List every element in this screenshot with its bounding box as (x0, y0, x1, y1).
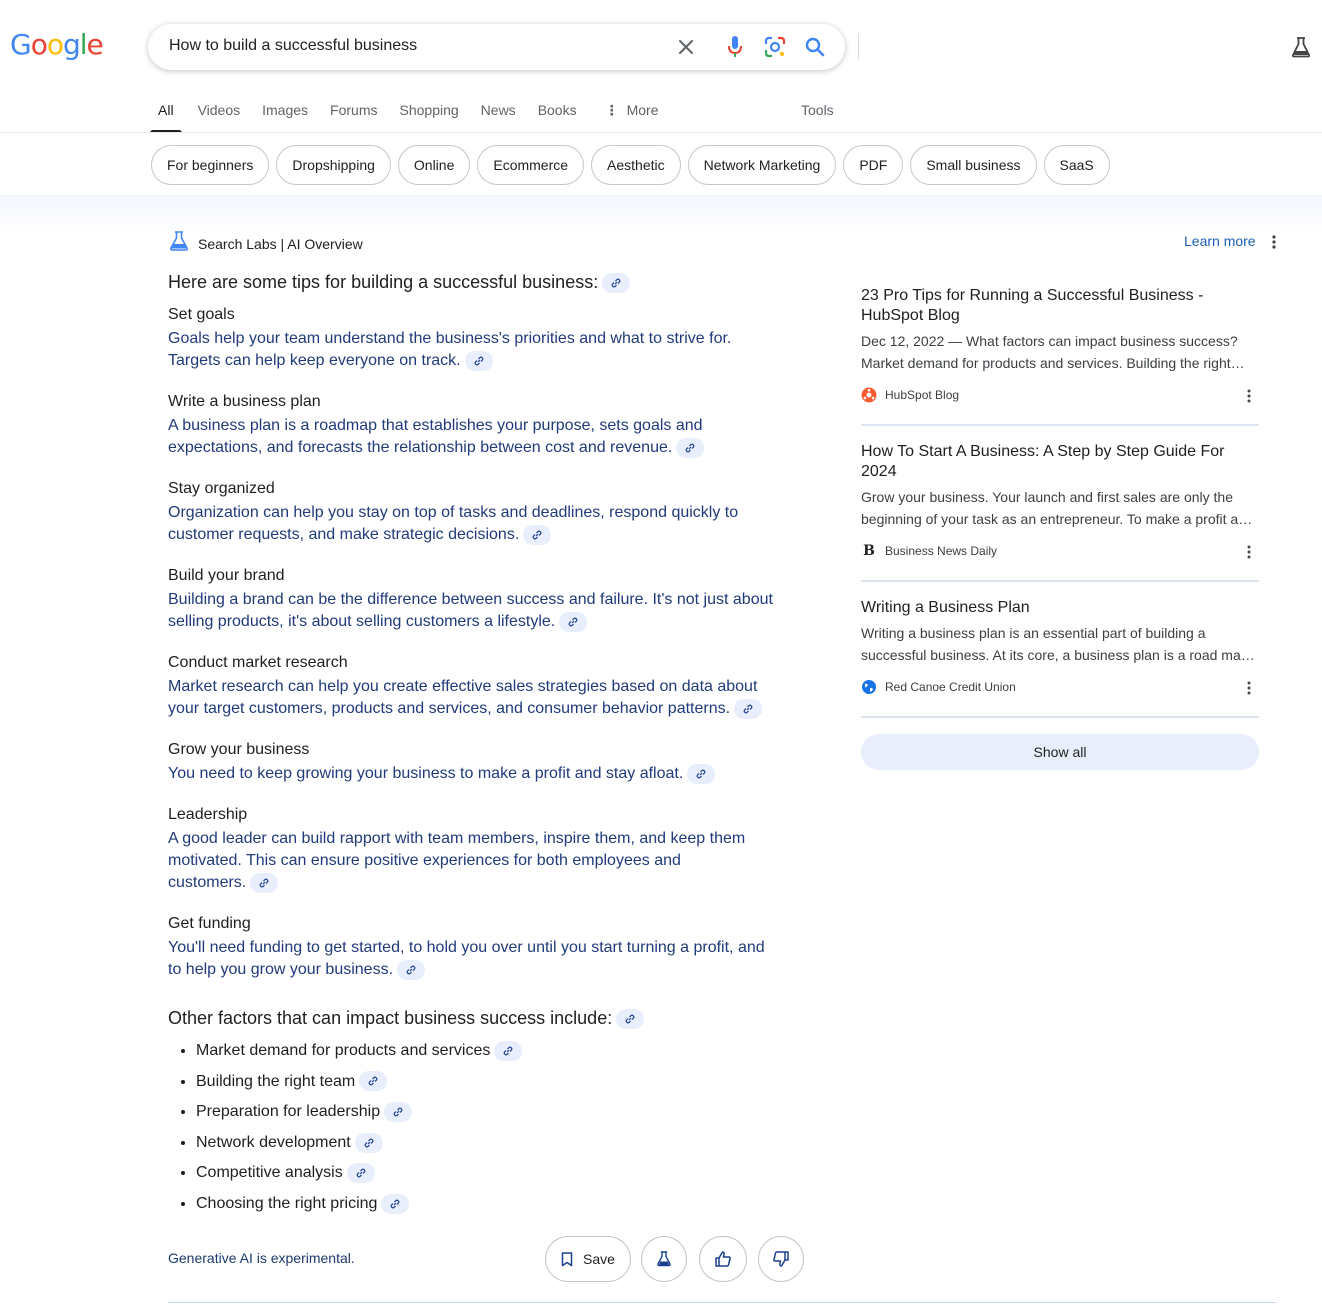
source-link-icon[interactable] (602, 273, 630, 293)
tab-more-label: More (626, 102, 659, 118)
google-lens-icon[interactable] (763, 35, 787, 59)
source-card[interactable] (861, 286, 1259, 402)
search-labs-icon[interactable] (1290, 36, 1314, 60)
more-options-icon[interactable] (1241, 387, 1257, 405)
search-tabs (158, 98, 681, 132)
tabs-divider (0, 132, 1322, 133)
source-site (861, 543, 997, 559)
tip-title: Grow your business (168, 741, 310, 758)
source-divider (861, 424, 1259, 426)
source-link-icon[interactable] (559, 612, 587, 632)
source-link-icon[interactable] (494, 1041, 522, 1061)
more-vert-icon: ⋮ (604, 102, 619, 118)
source-title[interactable]: How To Start A Business: A Step by Step Guide For 2024 (861, 443, 1225, 480)
source-site-name: Red Canoe Credit Union (885, 680, 1016, 694)
list-item (196, 1040, 522, 1071)
source-link-icon[interactable] (355, 1133, 383, 1153)
source-site-name: Business News Daily (885, 544, 998, 558)
learn-more-link[interactable]: Learn more (1184, 233, 1256, 249)
source-site (861, 387, 959, 403)
ai-overview-header (168, 231, 363, 256)
tip-item (168, 567, 808, 633)
tip-line: customer requests, and make strategic decisions. (168, 526, 520, 543)
source-card[interactable] (861, 442, 1259, 559)
overview-divider (168, 1302, 1276, 1303)
source-site (861, 679, 1016, 695)
bookmark-icon (561, 1252, 573, 1267)
tip-title: Stay organized (168, 480, 275, 497)
overview-intro (168, 270, 630, 294)
tip-line: A good leader can build rapport with team members, inspire them, and keep them (168, 830, 746, 847)
tip-body (168, 415, 808, 459)
chip-aesthetic[interactable]: Aesthetic (591, 145, 681, 185)
tab-videos[interactable]: Videos (197, 102, 241, 118)
source-snippet (861, 330, 1259, 374)
source-snippet (861, 622, 1259, 666)
more-options-icon[interactable] (1266, 232, 1282, 252)
tip-item (168, 480, 808, 546)
labs-feedback-button[interactable] (641, 1236, 687, 1282)
tab-books[interactable]: Books (537, 102, 577, 118)
tip-line: You'll need funding to get started, to hold you over until you start turning a profit, and (168, 939, 765, 956)
snippet-line: successful business. At its core, a business plan is a road ma… (861, 647, 1255, 663)
save-label: Save (583, 1251, 615, 1267)
tip-item (168, 741, 808, 785)
factors-heading (168, 1006, 644, 1030)
tip-item (168, 393, 808, 459)
chip-small-business[interactable]: Small business (910, 145, 1036, 185)
logo-letter: G (10, 28, 31, 61)
list-item (196, 1132, 522, 1163)
tab-news[interactable]: News (480, 102, 516, 118)
tip-line: Goals help your team understand the business's priorities and what to strive for. (168, 330, 732, 347)
source-title[interactable]: Writing a Business Plan (861, 599, 1030, 616)
more-options-icon[interactable] (1241, 543, 1257, 561)
chip-network-marketing[interactable]: Network Marketing (688, 145, 837, 185)
tip-line: your target customers, products and services, and consumer behavior patterns. (168, 700, 731, 717)
tip-line: Organization can help you stay on top of tasks and deadlines, respond quickly to (168, 504, 739, 521)
tab-all[interactable]: All (158, 98, 174, 132)
tab-forums[interactable]: Forums (330, 102, 378, 118)
search-labs-icon (168, 231, 190, 256)
tip-line: to help you grow your business. (168, 961, 394, 978)
thumbs-up-icon (714, 1250, 732, 1268)
source-divider (861, 716, 1259, 718)
clear-icon[interactable] (674, 35, 698, 59)
source-site-name: HubSpot Blog (885, 388, 960, 402)
tip-line: motivated. This can ensure positive experiences for both employees and (168, 852, 681, 869)
source-snippet (861, 486, 1259, 530)
factor-text: Market demand for products and services (196, 1042, 491, 1059)
tip-title: Build your brand (168, 567, 285, 584)
search-icon[interactable] (803, 35, 827, 59)
chip-dropshipping[interactable]: Dropshipping (276, 145, 391, 185)
source-link-icon[interactable] (676, 438, 704, 458)
tip-line: You need to keep growing your business to make a profit and stay afloat. (168, 765, 684, 782)
tip-line: Market research can help you create effective sales strategies based on data about (168, 678, 758, 695)
tip-title: Set goals (168, 306, 235, 323)
tip-title: Leadership (168, 806, 248, 823)
list-item (196, 1071, 522, 1102)
thumbs-down-button[interactable] (758, 1236, 804, 1282)
factor-text: Network development (196, 1133, 351, 1151)
search-divider (858, 34, 859, 60)
factor-text: Choosing the right pricing (196, 1194, 378, 1212)
snippet-line: Market demand for products and services. Building the right… (861, 355, 1245, 371)
thumbs-down-icon (772, 1250, 790, 1268)
source-link-icon[interactable] (523, 525, 551, 545)
snippet-line: Writing a business plan is an essential part of building a (861, 625, 1206, 641)
tip-item (168, 806, 808, 894)
logo-letter: e (86, 28, 103, 61)
chip-for-beginners[interactable]: For beginners (151, 145, 269, 185)
chip-pdf[interactable]: PDF (843, 145, 903, 185)
source-link-icon[interactable] (734, 699, 762, 719)
factor-text: Building the right team (196, 1072, 356, 1090)
generative-ai-note: Generative AI is experimental. (168, 1250, 355, 1266)
chip-saas[interactable]: SaaS (1044, 145, 1110, 185)
tip-body (168, 937, 808, 981)
tip-body (168, 589, 808, 633)
logo-letter: o (46, 28, 63, 61)
tip-body (168, 328, 808, 372)
list-item (196, 1162, 522, 1193)
tab-images[interactable]: Images (262, 102, 309, 118)
logo-letter: g (62, 28, 80, 61)
source-link-icon[interactable] (347, 1163, 375, 1183)
chip-online[interactable]: Online (398, 145, 470, 185)
thumbs-up-button[interactable] (699, 1236, 747, 1282)
source-divider (861, 580, 1259, 582)
source-card[interactable] (861, 598, 1259, 694)
source-link-icon[interactable] (250, 873, 278, 893)
hubspot-icon (861, 387, 877, 403)
save-button[interactable] (545, 1236, 631, 1282)
business-news-daily-icon: B (863, 543, 875, 559)
tip-item (168, 915, 808, 981)
snippet-line: Dec 12, 2022 — What factors can impact business success? (861, 333, 1238, 349)
snippet-line: beginning of your task as an entrepreneur. To make a profit a… (861, 511, 1253, 527)
globe-icon (861, 679, 877, 695)
factors-heading-text: Other factors that can impact business success include: (168, 1008, 613, 1028)
tip-line: expectations, and forecasts the relationship between cost and revenue. (168, 439, 673, 456)
search-labs-icon (656, 1251, 672, 1267)
source-link-icon[interactable] (397, 960, 425, 980)
list-item (196, 1101, 522, 1132)
tip-body (168, 828, 808, 894)
tip-line: Building a brand can be the difference between success and failure. It's not just about (168, 591, 773, 608)
tip-title: Write a business plan (168, 393, 321, 410)
source-link-icon[interactable] (359, 1071, 387, 1091)
tools-button[interactable]: Tools (801, 102, 834, 118)
refinement-chips (151, 145, 1110, 185)
tip-line: selling products, it's about selling customers a lifestyle. (168, 613, 556, 630)
tab-shopping[interactable]: Shopping (399, 102, 459, 118)
tip-body (168, 763, 808, 785)
chip-ecommerce[interactable]: Ecommerce (477, 145, 584, 185)
search-box[interactable] (148, 24, 845, 70)
microphone-icon[interactable] (723, 35, 747, 59)
tab-more[interactable] (605, 98, 659, 132)
source-link-icon[interactable] (465, 351, 493, 371)
source-title[interactable]: 23 Pro Tips for Running a Successful Business - HubSpot Blog (861, 287, 1204, 324)
logo-letter: o (30, 28, 47, 61)
source-link-icon[interactable] (616, 1009, 644, 1029)
list-item (196, 1193, 522, 1224)
factors-list (196, 1040, 522, 1224)
ai-overview-backdrop (0, 195, 1322, 235)
source-link-icon[interactable] (384, 1102, 412, 1122)
snippet-line: Grow your business. Your launch and first sales are only the (861, 489, 1233, 505)
search-input[interactable]: How to build a successful business (169, 37, 418, 54)
tip-title: Conduct market research (168, 654, 348, 671)
factor-text: Competitive analysis (196, 1164, 343, 1182)
tip-title: Get funding (168, 915, 251, 932)
tip-body (168, 676, 808, 720)
tip-item (168, 654, 808, 720)
source-link-icon[interactable] (687, 764, 715, 784)
tip-body (168, 502, 808, 546)
tip-line: A business plan is a roadmap that establishes your purpose, sets goals and (168, 417, 703, 434)
more-options-icon[interactable] (1241, 679, 1257, 697)
show-all-button[interactable]: Show all (861, 734, 1259, 770)
google-logo[interactable] (10, 28, 103, 61)
ai-overview-label: Search Labs | AI Overview (198, 235, 363, 252)
factor-text: Preparation for leadership (196, 1103, 381, 1121)
tip-line: Targets can help keep everyone on track. (168, 352, 461, 369)
logo-letter: l (79, 28, 87, 61)
overview-intro-text: Here are some tips for building a successful business: (168, 272, 599, 292)
tip-line: customers. (168, 874, 247, 891)
source-link-icon[interactable] (381, 1194, 409, 1214)
tip-item (168, 306, 808, 372)
